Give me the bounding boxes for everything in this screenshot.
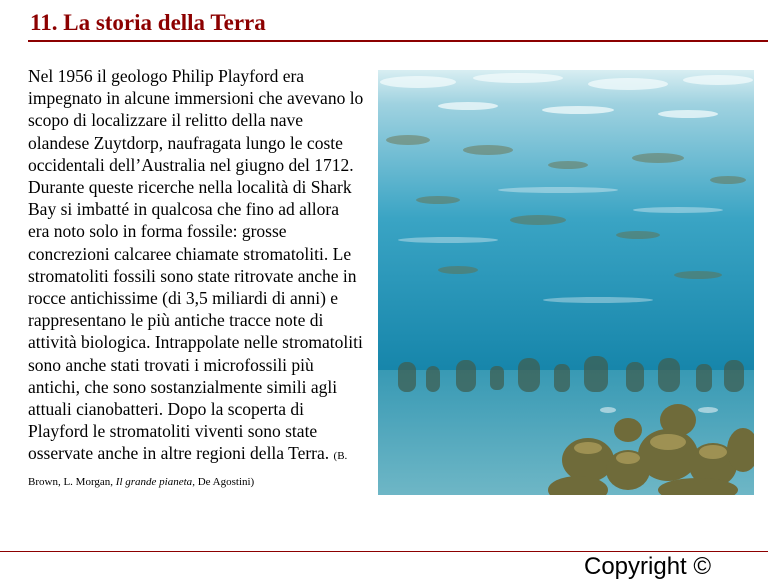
citation-prefix: (B. Brown, L. Morgan, — [28, 450, 348, 488]
slide-title: 11. La storia della Terra — [30, 10, 266, 35]
body-text — [28, 65, 364, 493]
citation-book-title: Il grande pianeta — [115, 475, 193, 488]
title-underline — [28, 40, 768, 42]
copyright-text: Copyright © — [584, 553, 712, 580]
footer-rule — [0, 551, 768, 552]
stromatolites-photo — [378, 70, 754, 495]
citation-suffix: , De Agostini) — [192, 475, 255, 488]
body-paragraph: Nel 1956 il geologo Philip Playford era impegnato in alcune immersioni che avevano lo scopo di localizzare il relitto della nave olandese Zuytdorp, naufragata lungo le coste occidentali dell’Australia nel giugno del 1712. Durante queste ricerche nella località di Shark Bay si imbatté in qualcosa che fino ad allora era noto solo in forma fossile: grosse concrezioni calcaree chiamate stromatoliti. Le stromatoliti fossili sono state ritrovate anche in rocce antichissime (di 3,5 miliardi di anni) e rappresentano le più antiche tracce note di attività biologica. Intrappolate nelle stromatoliti sono anche stati trovati i microfossili più antichi, che sono sostanzialmente simili agli attuali cianobatteri. Dopo la scoperta di Playford le stromatoliti viventi sono state osservate anche in altre regioni della Terra. — [28, 66, 364, 464]
